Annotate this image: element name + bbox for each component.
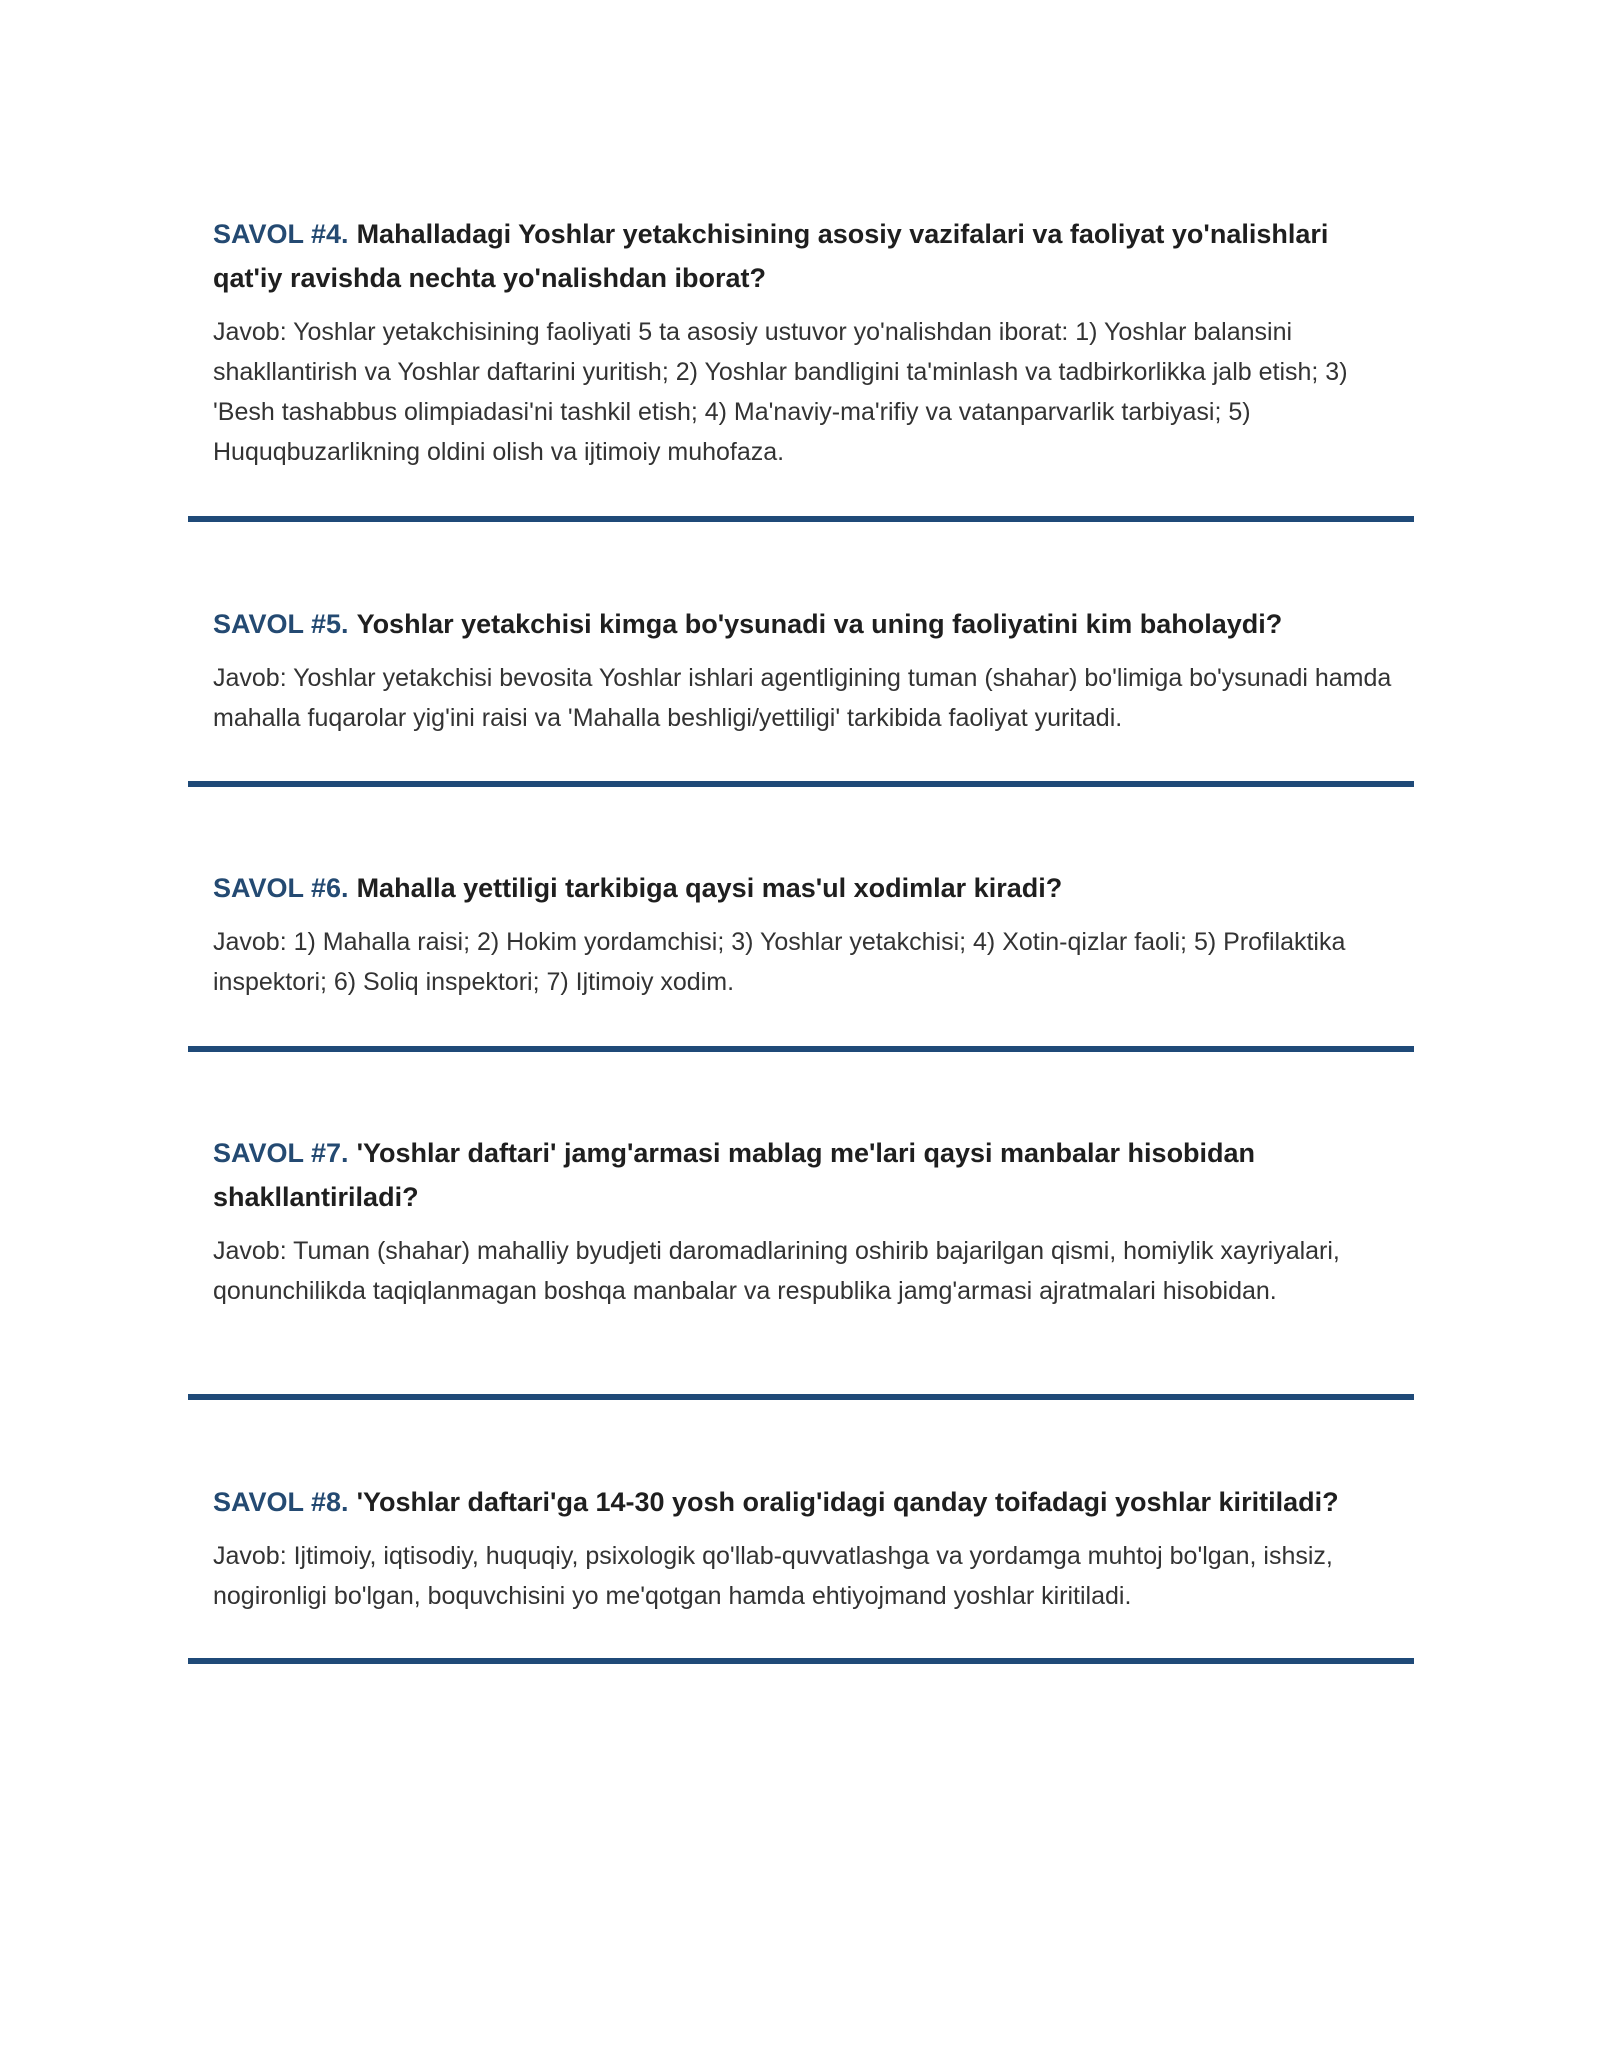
question-heading <box>213 1131 1403 1219</box>
question-heading <box>213 602 1403 646</box>
question-text: Mahalla yettiligi tarkibiga qaysi mas'ul xodimlar kiradi? <box>356 873 1063 903</box>
qa-item-4 <box>213 212 1403 472</box>
question-number: SAVOL #7. <box>213 1138 349 1168</box>
section-divider <box>188 1658 1414 1664</box>
question-text: Mahalladagi Yoshlar yetakchisining asosiy vazifalari va faoliyat yo'nalishlari qat'iy ravishda nechta yo'nalishdan iborat? <box>213 219 1329 293</box>
answer-text: Javob: Tuman (shahar) mahalliy byudjeti daromadlarining oshirib bajarilgan qismi, homiylik xayriyalari, qonunchilikda taqiqlanmagan boshqa manbalar va respublika jamg'armasi ajratmalari hisobidan. <box>213 1237 1340 1305</box>
question-number: SAVOL #6. <box>213 873 349 903</box>
qa-item-6 <box>213 866 1403 1002</box>
qa-item-5 <box>213 602 1403 738</box>
answer-text: Javob: Yoshlar yetakchisining faoliyati 5 ta asosiy ustuvor yo'nalishdan iborat: 1) Yoshlar balansini shakllantirish va Yoshlar daftarini yuritish; 2) Yoshlar bandligini ta'minlash va tadbirkorlikka jalb etish; 3) 'Besh tashabbus olimpiadasi'ni tashkil etish; 4) Ma'naviy-ma'rifiy va vatanparvarlik tarbiyasi; 5) Huquqbuzarlikning oldini olish va ijtimoiy muhofaza. <box>213 318 1348 466</box>
qa-item-7 <box>213 1131 1403 1311</box>
question-number: SAVOL #8. <box>213 1487 349 1517</box>
answer-text: Javob: 1) Mahalla raisi; 2) Hokim yordamchisi; 3) Yoshlar yetakchisi; 4) Xotin-qizlar faoli; 5) Profilaktika inspektori; 6) Soliq inspektori; 7) Ijtimoiy xodim. <box>213 928 1346 996</box>
question-heading <box>213 866 1403 910</box>
question-heading <box>213 212 1403 300</box>
section-divider <box>188 1394 1414 1400</box>
answer-text: Javob: Ijtimoiy, iqtisodiy, huquqiy, psixologik qo'llab-quvvatlashga va yordamga muhtoj bo'lgan, ishsiz, nogironligi bo'lgan, boquvchisini yo me'qotgan hamda ehtiyojmand yoshlar kiritiladi. <box>213 1542 1333 1610</box>
question-heading <box>213 1480 1403 1524</box>
section-divider <box>188 1046 1414 1052</box>
qa-item-8 <box>213 1480 1403 1616</box>
question-number: SAVOL #4. <box>213 219 349 249</box>
question-text: 'Yoshlar daftari'ga 14-30 yosh oralig'idagi qanday toifadagi yoshlar kiritiladi? <box>356 1487 1339 1517</box>
section-divider <box>188 781 1414 787</box>
section-divider <box>188 516 1414 522</box>
question-text: Yoshlar yetakchisi kimga bo'ysunadi va uning faoliyatini kim baholaydi? <box>356 609 1283 639</box>
question-text: 'Yoshlar daftari' jamg'armasi mablag me'lari qaysi manbalar hisobidan shakllantiriladi? <box>213 1138 1256 1212</box>
question-number: SAVOL #5. <box>213 609 349 639</box>
answer-text: Javob: Yoshlar yetakchisi bevosita Yoshlar ishlari agentligining tuman (shahar) bo'limiga bo'ysunadi hamda mahalla fuqarolar yig'ini raisi va 'Mahalla beshligi/yettiligi' tarkibida faoliyat yuritadi. <box>213 664 1392 732</box>
